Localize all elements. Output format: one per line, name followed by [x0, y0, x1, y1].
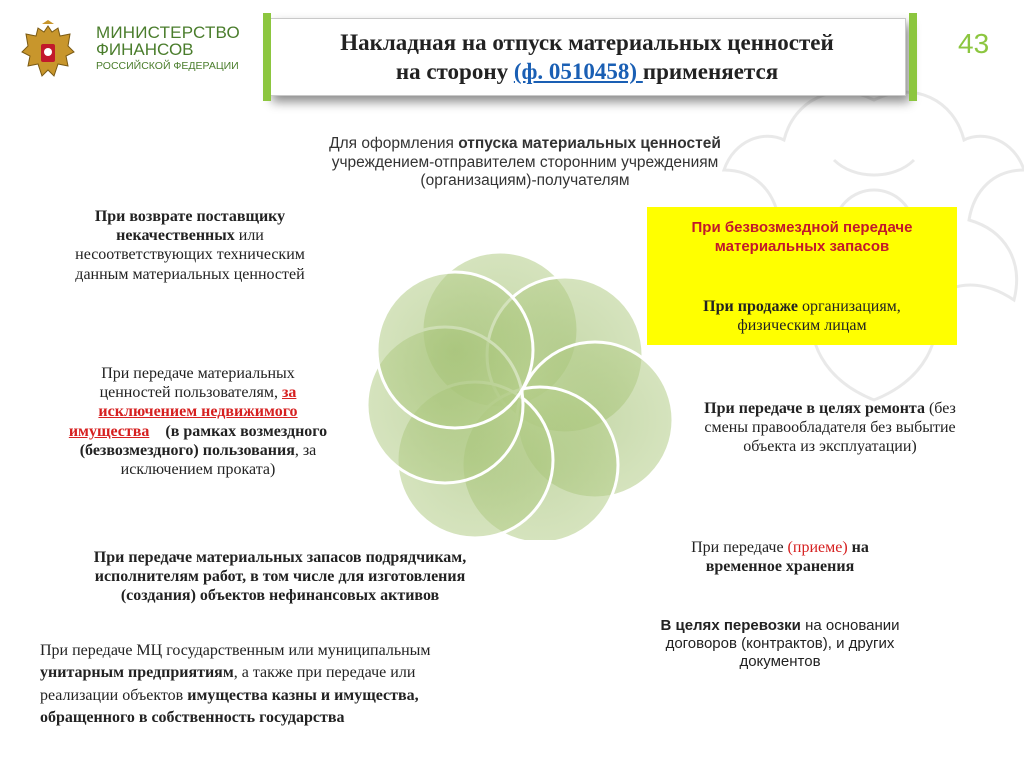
left4-line-3 [40, 685, 580, 707]
right3-rest: на основании [800, 617, 900, 634]
right1-line-3: объекта из эксплуатации) [743, 438, 917, 456]
left1-line-3: несоответствующих техническим [75, 246, 305, 264]
right3-line-1 [630, 617, 930, 635]
left4-pre: реализации объектов [40, 686, 188, 704]
right-block-transport [630, 617, 930, 671]
right-block-storage [650, 538, 910, 576]
right1-line-2: смены правообладателя без выбытие [704, 419, 956, 437]
left4-line-4: обращенного в собственность государства [40, 709, 345, 727]
yellow-red-text [647, 219, 957, 257]
left4-line-1: При передаче МЦ государственным или муниципальным [40, 642, 431, 659]
left2-bold-1: (в рамках возмездного [165, 422, 328, 440]
yellow-highlight-box [647, 207, 957, 345]
left3-line-1: При передаче материальных запасов подрядчикам, [93, 549, 467, 566]
left2-line-2 [28, 383, 368, 402]
left1-line-2 [30, 226, 350, 245]
yellow-sale-text [647, 297, 957, 335]
top-line-1 [270, 135, 780, 154]
yellow-line-2: материальных запасов [714, 237, 890, 255]
left1-line-1: При возврате поставщику [94, 208, 286, 225]
right-block-repair [680, 399, 980, 457]
left2-bold-2: (безвозмездного) пользования [79, 441, 295, 459]
circles-diagram [355, 250, 695, 540]
title-accent-right [909, 13, 917, 101]
title-line-2 [269, 58, 905, 87]
logo-line-3: РОССИЙСКОЙ ФЕДЕРАЦИИ [96, 60, 239, 72]
right2-line-2: временное хранения [705, 558, 855, 576]
right1-rest: (без [924, 400, 956, 417]
left1-bold: некачественных [116, 227, 235, 245]
coat-of-arms-icon [18, 20, 78, 86]
form-link[interactable]: (ф. 0510458) [513, 58, 643, 84]
title-line-1: Накладная на отпуск материальных ценностей [340, 30, 834, 55]
right2-bold-1: на [847, 539, 869, 556]
right2-line-1 [650, 538, 910, 557]
top-line-2: учреждением-отправителем сторонним учреждениям [331, 153, 719, 171]
right3-line-2: договоров (контрактов), и других [665, 635, 895, 652]
left2-red-1: за [281, 384, 297, 402]
left2-line-1: При передаче материальных [101, 365, 295, 382]
right3-bold: В целях перевозки [660, 617, 801, 634]
right1-line-1 [680, 399, 980, 418]
yellow-sale-bold: При продаже [703, 298, 798, 315]
left2-line-6: исключением проката) [120, 460, 276, 478]
circle-top-left [377, 272, 533, 428]
right1-bold: При передаче в целях ремонта [704, 400, 925, 417]
left-block-enterprises [40, 640, 580, 730]
left3-line-3: (создания) объектов нефинансовых активов [120, 587, 440, 605]
title-line-2-post: применяется [642, 58, 779, 84]
left4-line-2 [40, 662, 580, 684]
left2-line-5 [28, 441, 368, 460]
left1-rest: или [234, 227, 264, 245]
left-block-return [30, 207, 350, 284]
title-line-2-pre: на сторону [395, 58, 514, 84]
right2-red: (приеме) [787, 539, 848, 556]
left3-line-2: исполнителям работ, в том числе для изготовления [94, 568, 466, 586]
left2-red-3: имущества [68, 422, 150, 440]
top-bold: отпуска материальных ценностей [458, 135, 721, 152]
left4-bold-1: унитарным предприятиям [40, 664, 234, 682]
right3-line-3: документов [739, 653, 821, 670]
logo-line-1: МИНИСТЕРСТВО [96, 23, 240, 42]
left2-rest: , за [294, 441, 317, 459]
yellow-line-3 [647, 297, 957, 316]
left4-bold-2: имущества казны и имущества, [187, 686, 419, 704]
yellow-line-4: физическим лицам [737, 317, 867, 335]
left1-line-4: данным материальных ценностей [75, 265, 305, 283]
top-pre: Для оформления [329, 135, 459, 152]
page-title [269, 29, 905, 87]
right2-pre: При передаче [691, 539, 788, 556]
top-text-block [270, 135, 780, 191]
page-number: 43 [958, 28, 990, 59]
title-box [268, 18, 906, 96]
left-block-users [28, 364, 368, 479]
yellow-line-1: При безвозмездной передаче [691, 219, 913, 236]
yellow-sale-rest: организациям, [797, 298, 901, 315]
ministry-logo [18, 20, 248, 90]
left2-pre: ценностей пользователям, [99, 384, 282, 402]
left-block-contractors [30, 548, 530, 606]
top-line-3: (организациям)-получателям [420, 172, 630, 190]
left2-line-4 [28, 422, 368, 441]
left2-line-3: исключением недвижимого [98, 403, 298, 421]
logo-line-2: ФИНАНСОВ [96, 40, 194, 59]
left4-rest: , а также при передаче или [233, 664, 416, 682]
